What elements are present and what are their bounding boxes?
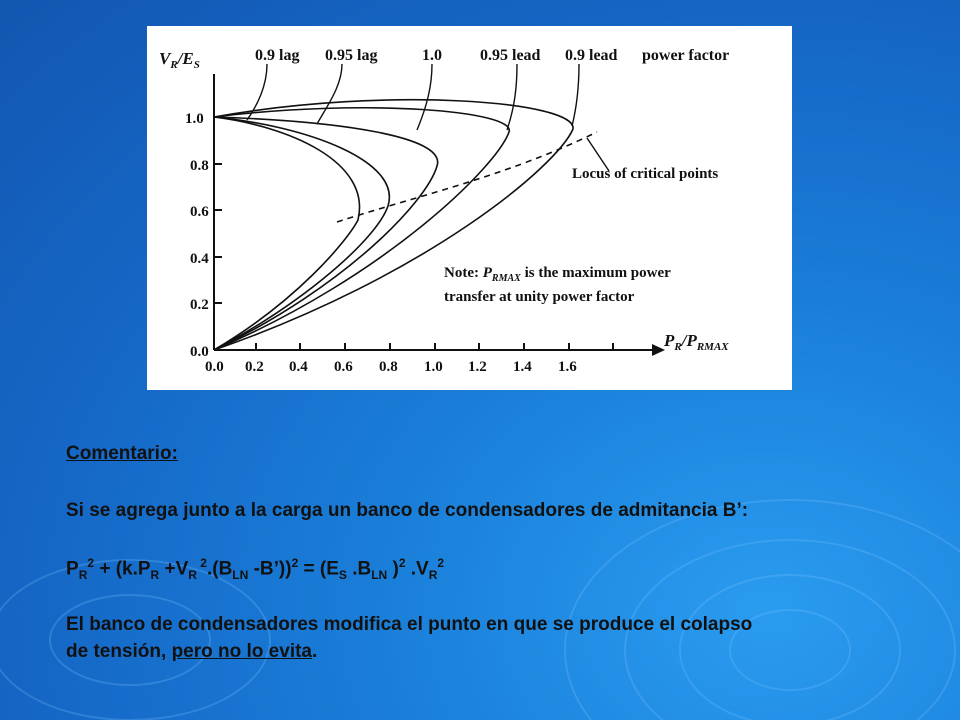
y-axis-label: $V_R/E_S$ [159, 49, 200, 71]
curve-label-1-0: 1.0 [422, 47, 442, 64]
locus-label: Locus of critical points [572, 166, 719, 182]
y-tick-label: 0.8 [190, 158, 209, 174]
note-line2: transfer at unity power factor [444, 289, 635, 305]
curve-label-0-9-lag: 0.9 lag [255, 47, 300, 64]
x-tick-label: 0.0 [205, 359, 224, 375]
curve-label-0-9-lead: 0.9 lead [565, 47, 618, 64]
y-tick-marks [214, 117, 222, 303]
y-tick-label: 0.2 [190, 297, 209, 313]
equation: $P_R^2 + (k.P_R +V_R$ $^2.(B_{LN}$ -B’))$^2$ = ($E_S$ $.B_{LN}$ )$^2$ $.V_R^2$ [66, 556, 445, 583]
locus-line [337, 132, 597, 222]
comment-line1: Si se agrega junto a la carga un banco de condensadores de admitancia B’: [66, 500, 749, 521]
x-tick-label: 1.6 [558, 359, 577, 375]
leader-0-9-lead [572, 64, 579, 126]
x-tick-label: 1.2 [468, 359, 487, 375]
x-tick-label: 0.2 [245, 359, 264, 375]
x-tick-marks [256, 343, 613, 350]
x-tick-label: 0.8 [379, 359, 398, 375]
x-tick-label: 0.4 [289, 359, 308, 375]
leader-0-95-lead [507, 64, 517, 130]
leader-1-0 [417, 64, 432, 130]
comment-title: Comentario: [66, 443, 178, 464]
curve-label-0-95-lag: 0.95 lag [325, 47, 378, 64]
y-tick-label: 1.0 [185, 111, 204, 127]
x-axis-label: $P_R/P_{RMAX}$ [664, 331, 729, 353]
pv-curve-figure [147, 26, 792, 390]
y-tick-label: 0.4 [190, 251, 209, 267]
power-factor-label: power factor [642, 47, 730, 64]
comment-line3: El banco de condensadores modifica el punto en que se produce el colapso [66, 614, 753, 635]
curve-1-0 [214, 117, 438, 350]
pv-curve-chart [147, 26, 792, 390]
underlined-phrase: pero no lo evita [171, 641, 312, 662]
x-tick-label: 1.0 [424, 359, 443, 375]
leader-0-95-lag [317, 64, 342, 124]
y-tick-label: 0.0 [190, 344, 209, 360]
note-line1: Note: $P_{RMAX}$ is the maximum power [444, 265, 671, 284]
comment-line4: de tensión, pero no lo evita. [66, 641, 318, 662]
curve-0-9-lead [214, 100, 573, 350]
curve-label-0-95-lead: 0.95 lead [480, 47, 541, 64]
y-tick-label: 0.6 [190, 204, 209, 220]
x-tick-label: 0.6 [334, 359, 353, 375]
curve-0-95-lead [214, 108, 509, 350]
x-tick-label: 1.4 [513, 359, 532, 375]
